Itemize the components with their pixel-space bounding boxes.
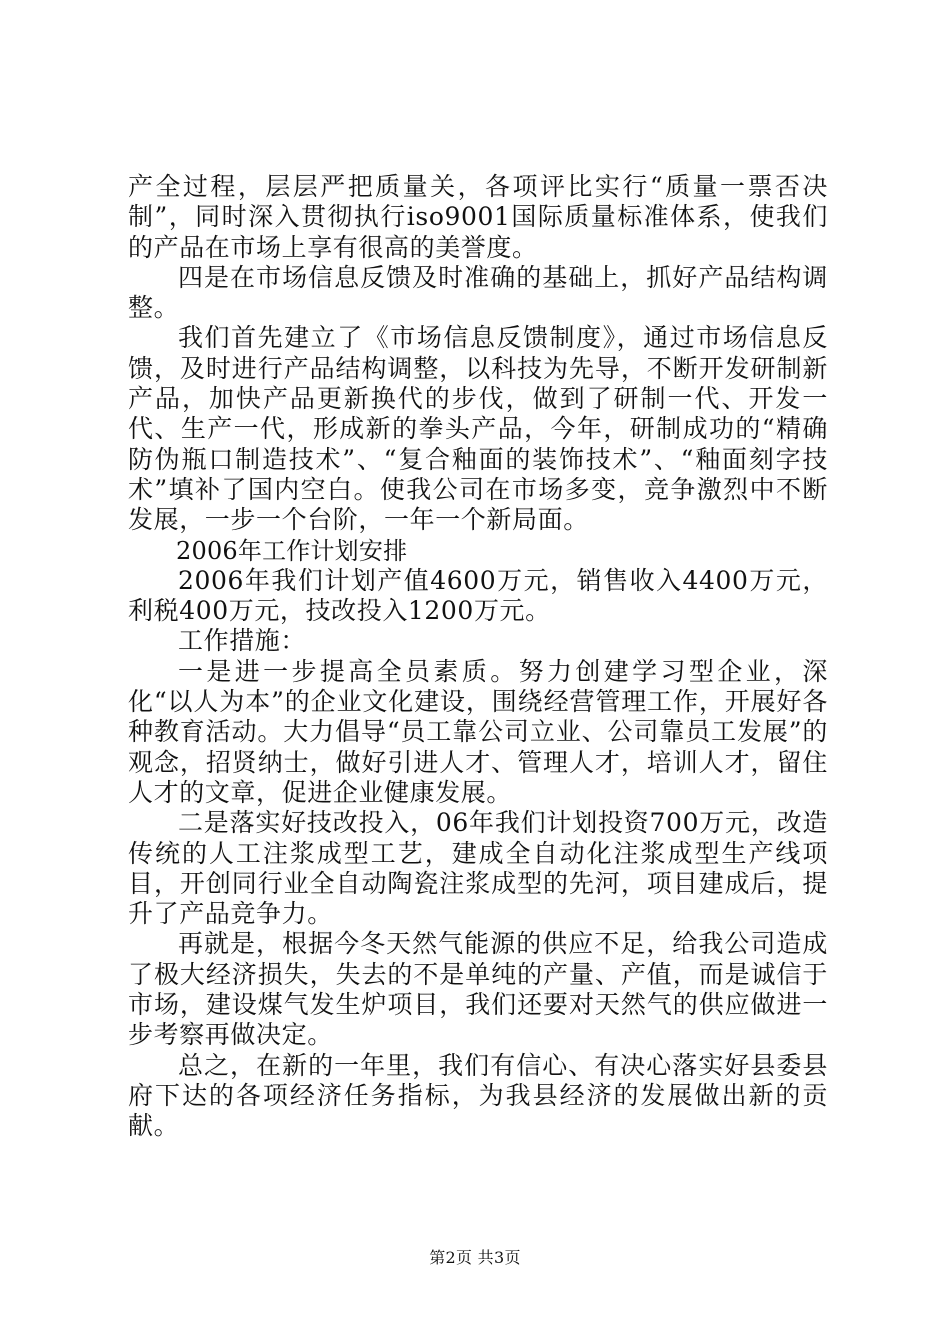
paragraph-tech-investment: 二是落实好技改投入，06年我们计划投资700万元，改造传统的人工注浆成型工艺，建成全自动化注浆成型生产线项目，开创同行业全自动陶瓷注浆成型的先河，项目建成后，提升了产品竞争力。	[128, 808, 828, 929]
paragraph-2006-targets: 2006年我们计划产值4600万元，销售收入4400万元，利税400万元，技改投入1200万元。	[128, 565, 828, 626]
page-footer: 第2页 共3页	[429, 1248, 521, 1267]
section-heading-2006-plan: 2006年工作计划安排	[176, 536, 408, 565]
paragraph-quality-control: 产全过程，层层严把质量关，各项评比实行“质量一票否决制”，同时深入贯彻执行iso9001国际质量标准体系，使我们的产品在市场上享有很高的美誉度。	[128, 172, 828, 262]
paragraph-staff-quality: 一是进一步提高全员素质。努力创建学习型企业，深化“以人为本”的企业文化建设，围绕经营管理工作，开展好各种教育活动。大力倡导“员工靠公司立业、公司靠员工发展”的观念，招贤纳士，做好引进人才、管理人才，培训人才，留住人才的文章，促进企业健康发展。	[128, 656, 828, 807]
paragraph-product-structure-heading: 四是在市场信息反馈及时准确的基础上，抓好产品结构调整。	[128, 262, 828, 323]
paragraph-market-feedback: 我们首先建立了《市场信息反馈制度》，通过市场信息反馈，及时进行产品结构调整，以科技为先导，不断开发研制新产品，加快产品更新换代的步伐，做到了研制一代、开发一代、生产一代，形成新的拳头产品，今年，研制成功的“精确防伪瓶口制造技术”、“复合釉面的装饰技术”、“釉面刻字技术”填补了国内空白。使我公司在市场多变，竞争激烈中不断发展，一步一个台阶，一年一个新局面。	[128, 323, 828, 535]
paragraph-gas-supply: 再就是，根据今冬天然气能源的供应不足，给我公司造成了极大经济损失，失去的不是单纯的产量、产值，而是诚信于市场，建设煤气发生炉项目，我们还要对天然气的供应做进一步考察再做决定。	[128, 929, 828, 1050]
paragraph-conclusion: 总之，在新的一年里，我们有信心、有决心落实好县委县府下达的各项经济任务指标，为我县经济的发展做出新的贡献。	[128, 1050, 828, 1141]
document-body	[128, 172, 828, 1142]
paragraph-measures-heading: 工作措施：	[178, 626, 307, 656]
